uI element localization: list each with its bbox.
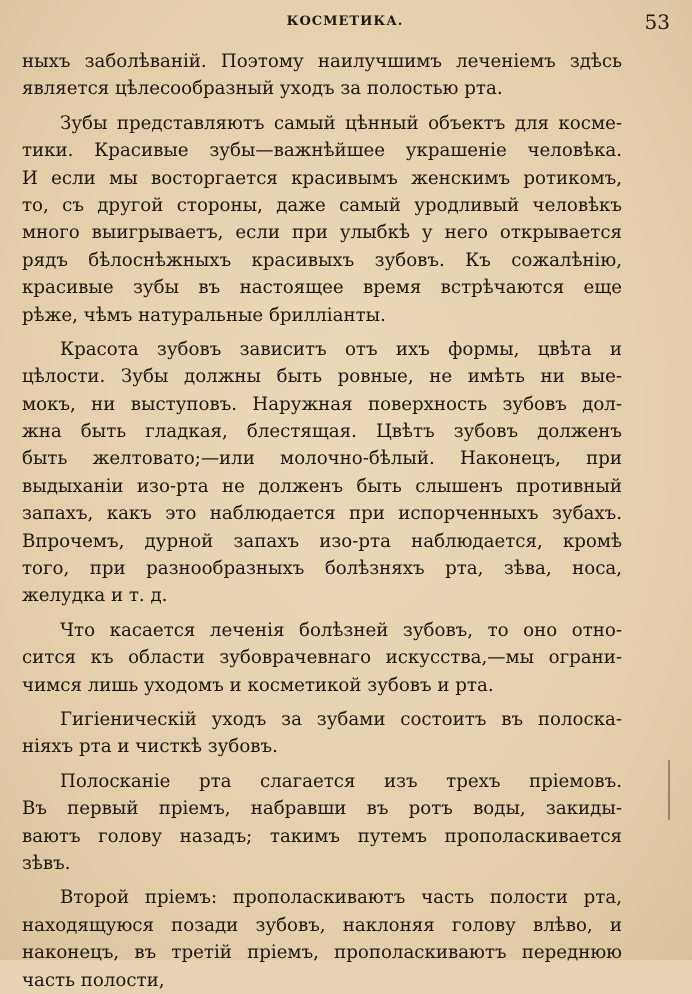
- text-line: жна быть гладкая, блестящая. Цвѣтъ зубовъ долженъ: [22, 421, 622, 443]
- text-line: находящуюся позади зубовъ, наклоняя голову влѣво, и: [22, 914, 622, 936]
- text-line: цѣлости. Зубы должны быть ровные, не имѣть ни вые-: [22, 366, 622, 388]
- text-line: Впрочемъ, дурной запахъ изо-рта наблюдается, кромѣ: [22, 530, 622, 552]
- paragraph-gap: [22, 761, 622, 768]
- paragraph-gap: [22, 877, 622, 884]
- running-title: КОСМЕТИКА.: [286, 14, 404, 29]
- text-line: мокъ, ни выступовъ. Наружная поверхность зубовъ дол-: [22, 393, 622, 415]
- text-line: тики. Красивые зубы—важнѣйшее украшеніе человѣка.: [22, 140, 622, 162]
- text-line: чимся лишь уходомъ и косметикой зубовъ и рта.: [22, 674, 494, 696]
- text-line: зѣвъ.: [22, 852, 71, 874]
- text-line: часть полости,: [22, 969, 165, 991]
- text-line: рѣже, чѣмъ натуральные брилліанты.: [22, 304, 386, 326]
- margin-mark: [668, 760, 670, 820]
- text-line: запахъ, какъ это наблюдается при испорченныхъ зубахъ.: [22, 503, 622, 525]
- text-line: Въ первый пріемъ, набравши въ ротъ воды, закиды-: [22, 798, 622, 820]
- paragraph-gap: [22, 699, 622, 706]
- page-header: [20, 10, 670, 36]
- paragraph-gap: [22, 610, 622, 617]
- paragraph-gap: [22, 103, 622, 110]
- text-line: Полосканіе рта слагается изъ трехъ пріемовъ.: [60, 770, 622, 792]
- text-line: Второй пріемъ: прополаскиваютъ часть полости рта,: [60, 887, 622, 909]
- body-text: [22, 48, 622, 994]
- text-line: Что касается леченія болѣзней зубовъ, то оно отно-: [60, 619, 622, 641]
- text-line: Красота зубовъ зависитъ отъ ихъ формы, цвѣта и: [60, 338, 622, 360]
- text-line: быть желтовато;—или молочно-бѣлый. Наконецъ, при: [22, 448, 622, 470]
- text-line: ныхъ заболѣваній. Поэтому наилучшимъ леченіемъ здѣсь: [22, 51, 622, 72]
- text-line: Гигіеническій уходъ за зубами состоитъ въ полоска-: [60, 708, 622, 730]
- text-line: ніяхъ рта и чисткѣ зубовъ.: [22, 736, 278, 758]
- text-line: того, при разнообразныхъ болѣзняхъ рта, зѣва, носа,: [22, 558, 622, 580]
- text-line: сится къ области зубоврачевнаго искусства,—мы ограни-: [22, 647, 622, 669]
- text-line: рядъ бѣлоснѣжныхъ красивыхъ зубовъ. Къ сожалѣнію,: [22, 249, 622, 271]
- text-line: желудка и т. д.: [22, 585, 168, 607]
- text-line: ваютъ голову назадъ; такимъ путемъ прополаскивается: [22, 825, 622, 847]
- text-line: то, съ другой стороны, даже самый уродливый человѣкъ: [22, 194, 622, 216]
- text-line: является цѣлесообразный уходъ за полостью рта.: [22, 78, 503, 100]
- text-line: красивые зубы въ настоящее время встрѣчаются еще: [22, 277, 622, 299]
- text-line: Зубы представляютъ самый цѣнный объектъ для косме-: [60, 112, 622, 134]
- text-line: выдыханіи изо-рта не долженъ быть слышенъ противный: [22, 475, 622, 497]
- text-line: И если мы восторгается красивымъ женскимъ ротикомъ,: [22, 167, 622, 189]
- page-number: 53: [644, 10, 670, 34]
- text-line: много выигрываетъ, если при улыбкѣ у него открывается: [22, 222, 622, 244]
- text-line: наконецъ, въ третій пріемъ, прополаскиваютъ переднюю: [22, 942, 622, 964]
- paragraph-gap: [22, 329, 622, 336]
